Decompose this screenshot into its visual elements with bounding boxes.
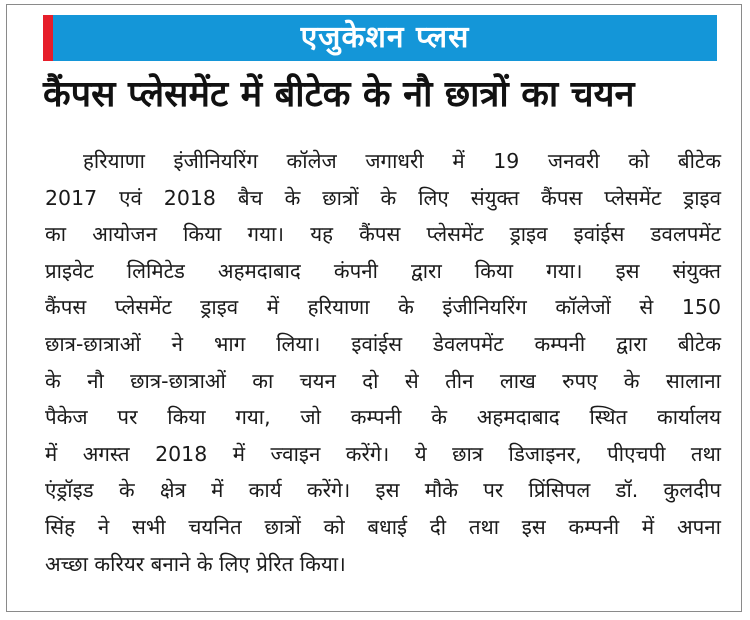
body-line: कैंपस प्लेसमेंट ड्राइव में हरियाणा के इंजीनियरिंग कॉलेजों से 150 [45,295,721,320]
body-line: प्राइवेट लिमिटेड अहमदाबाद कंपनी द्वारा किया गया। इस संयुक्त [45,258,721,283]
section-banner [43,15,717,61]
banner-accent-bar [43,15,53,61]
body-line: अच्छा करियर बनाने के लिए प्रेरित किया। [45,551,346,576]
body-line: छात्र-छात्राओं ने भाग लिया। इवांईस डेवलपमेंट कम्पनी द्वारा बीटेक [45,331,721,356]
body-line: पैकेज पर किया गया, जो कम्पनी के अहमदाबाद स्थित कार्यालय [45,405,721,430]
article-headline: कैंपस प्लेसमेंट में बीटेक के नौ छात्रों का चयन [43,74,635,115]
body-line: एंड्रॉइड के क्षेत्र में कार्य करेंगे। इस मौके पर प्रिंसिपल डॉ. कुलदीप [45,478,721,503]
clipping-frame [6,4,742,612]
article-body [45,143,721,582]
body-line: का आयोजन किया गया। यह कैंपस प्लेसमेंट ड्राइव इवांईस डवलपमेंट [45,222,721,247]
section-title: एजुकेशन प्लस [300,20,470,55]
body-line: 2017 एवं 2018 बैच के छात्रों के लिए संयुक्त कैंपस प्लेसमेंट ड्राइव [45,185,721,210]
body-line: सिंह ने सभी चयनित छात्रों को बधाई दी तथा इस कम्पनी में अपना [45,514,721,539]
body-line: हरियाणा इंजीनियरिंग कॉलेज जगाधरी में 19 जनवरी को बीटेक [83,149,721,173]
body-line: में अगस्त 2018 में ज्वाइन करेंगे। ये छात्र डिजाइनर, पीएचपी तथा [45,441,721,466]
body-line: के नौ छात्र-छात्राओं का चयन दो से तीन लाख रुपए के सालाना [45,368,721,393]
